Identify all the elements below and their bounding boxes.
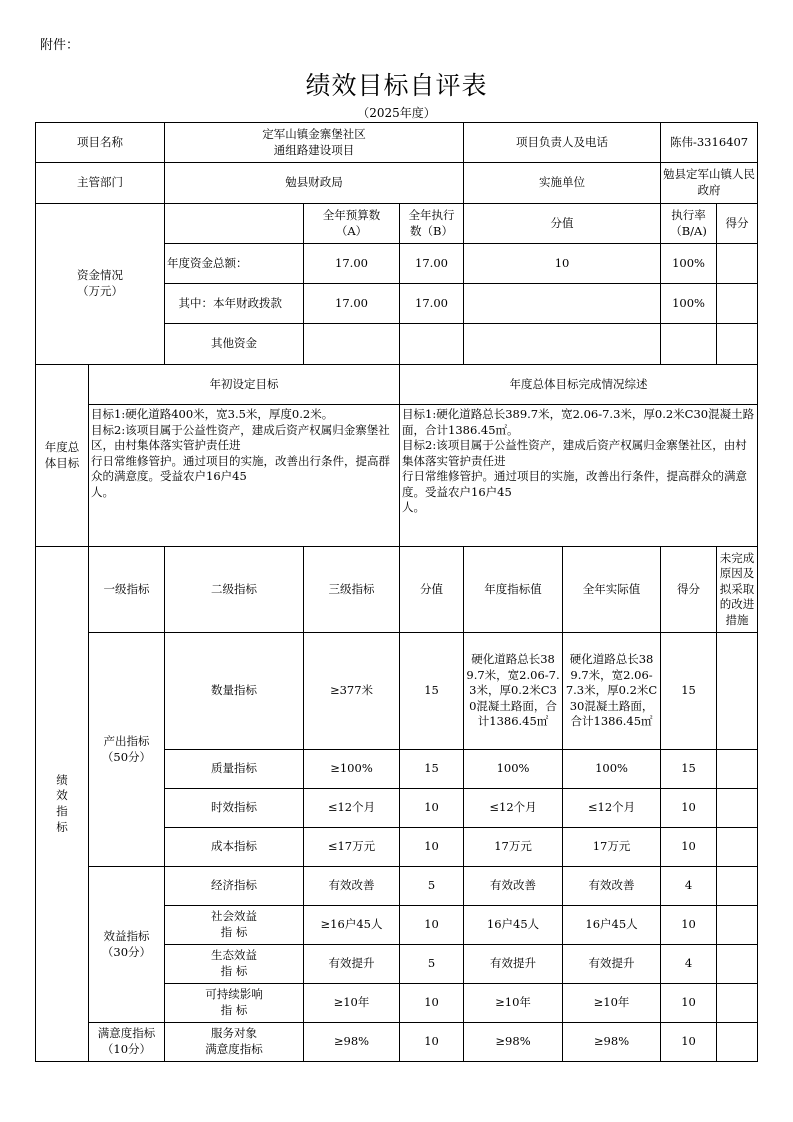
perf-level2: 质量指标: [165, 750, 304, 789]
project-row: [36, 123, 758, 163]
perf-annual: 16户45人: [464, 906, 563, 945]
perf-header-annual: 年度指标值: [464, 547, 563, 633]
perf-actual: 有效提升: [563, 945, 661, 984]
perf-level2: 服务对象 满意度指标: [165, 1023, 304, 1062]
goals-summary-header: 年度总体目标完成情况综述: [400, 365, 758, 405]
perf-score: 10: [661, 906, 717, 945]
impl-value: 勉县定军山镇人民政府: [661, 163, 758, 204]
funds-row-score: [717, 284, 758, 324]
funds-col-b: 全年执行 数（B）: [400, 204, 464, 244]
perf-annual: ≥10年: [464, 984, 563, 1023]
goals-text-row: [36, 405, 758, 547]
perf-score: 4: [661, 945, 717, 984]
perf-actual: ≥98%: [563, 1023, 661, 1062]
perf-value: 10: [400, 984, 464, 1023]
perf-actual: 100%: [563, 750, 661, 789]
funds-row-b: 17.00: [400, 244, 464, 284]
perf-level2: 成本指标: [165, 828, 304, 867]
perf-level3: ≤17万元: [304, 828, 400, 867]
perf-annual: 100%: [464, 750, 563, 789]
perf-annual: ≤12个月: [464, 789, 563, 828]
perf-score: 10: [661, 1023, 717, 1062]
funds-row-label: 其中：本年财政拨款: [165, 284, 304, 324]
funds-row-label: 年度资金总额：: [165, 244, 304, 284]
perf-actual: ≥10年: [563, 984, 661, 1023]
goals-summary-text: 目标1:硬化道路总长389.7米，宽2.06-7.3米，厚0.2米C30混凝土路面，合计1386.45㎡。 目标2:该项目属于公益性资产，建成后资产权属归金寨堡社区，由村集体落实管护责任进 行日常维修管护。通过项目的实施，改善出行条件，提高群众的满意度。受益农户16户45 人。: [400, 405, 758, 547]
perf-level2: 社会效益 指 标: [165, 906, 304, 945]
perf-row: [36, 1023, 758, 1062]
perf-reason: [717, 984, 758, 1023]
perf-reason: [717, 867, 758, 906]
funds-row-value: [464, 324, 661, 365]
funds-col-rate: 执行率 （B/A): [661, 204, 717, 244]
perf-header-level2: 二级指标: [165, 547, 304, 633]
goals-initial-text: 目标1:硬化道路400米，宽3.5米，厚度0.2米。 目标2:该项目属于公益性资产，建成后资产权属归金寨堡社区，由村集体落实管护责任进 行日常维修管护。通过项目的实施，改善出行条件，提高群众的满意度。受益农户16户45 人。: [89, 405, 400, 547]
perf-score: 4: [661, 867, 717, 906]
perf-header-score: 得分: [661, 547, 717, 633]
perf-score: 15: [661, 633, 717, 750]
perf-level3: ≥100%: [304, 750, 400, 789]
perf-group-benefit: 效益指标 （30分）: [89, 867, 165, 1023]
perf-header-reason: 未完成原因及拟采取的改进措施: [717, 547, 758, 633]
perf-header-level1: 一级指标: [89, 547, 165, 633]
perf-score: 10: [661, 984, 717, 1023]
perf-reason: [717, 906, 758, 945]
perf-label: 绩 效 指 标: [36, 547, 89, 1062]
funds-col-a: 全年预算数 （A）: [304, 204, 400, 244]
perf-row: [36, 633, 758, 750]
funds-row-b: 17.00: [400, 284, 464, 324]
dept-label: 主管部门: [36, 163, 165, 204]
funds-row-score: [717, 244, 758, 284]
perf-value: 15: [400, 750, 464, 789]
perf-annual: 有效改善: [464, 867, 563, 906]
funds-row-a: [304, 324, 400, 365]
perf-reason: [717, 789, 758, 828]
dept-value: 勉县财政局: [165, 163, 464, 204]
perf-level3: ≤12个月: [304, 789, 400, 828]
perf-actual: 有效改善: [563, 867, 661, 906]
funds-row-rate: [661, 324, 717, 365]
perf-reason: [717, 750, 758, 789]
perf-header-row: [36, 547, 758, 633]
perf-value: 10: [400, 1023, 464, 1062]
page-title: 绩效目标自评表: [305, 71, 488, 100]
funds-col-score: 得分: [717, 204, 758, 244]
perf-level3: 有效提升: [304, 945, 400, 984]
funds-header-row: [36, 204, 758, 244]
perf-level3: ≥16户45人: [304, 906, 400, 945]
perf-value: 10: [400, 906, 464, 945]
perf-annual: ≥98%: [464, 1023, 563, 1062]
perf-annual: 17万元: [464, 828, 563, 867]
perf-level2: 数量指标: [165, 633, 304, 750]
funds-row-a: 17.00: [304, 244, 400, 284]
perf-actual: 16户45人: [563, 906, 661, 945]
perf-annual: 硬化道路总长389.7米，宽2.06-7.3米，厚0.2米C30混凝土路面，合计1386.45㎡: [464, 633, 563, 750]
perf-value: 5: [400, 945, 464, 984]
perf-level3: ≥10年: [304, 984, 400, 1023]
perf-actual: 17万元: [563, 828, 661, 867]
perf-group-satisfaction: 满意度指标 （10分）: [89, 1023, 165, 1062]
funds-row-value: 10: [464, 244, 661, 284]
evaluation-table: [35, 122, 758, 1062]
perf-value: 5: [400, 867, 464, 906]
perf-header-level3: 三级指标: [304, 547, 400, 633]
perf-actual: 硬化道路总长389.7米，宽2.06-7.3米，厚0.2米C30混凝土路面，合计1386.45㎡: [563, 633, 661, 750]
perf-reason: [717, 828, 758, 867]
goals-label: 年度总 体目标: [36, 365, 89, 547]
project-leader-value: 陈伟-3316407: [661, 123, 758, 163]
perf-level2: 可持续影响 指 标: [165, 984, 304, 1023]
project-leader-label: 项目负责人及电话: [464, 123, 661, 163]
goals-header-row: [36, 365, 758, 405]
perf-level2: 时效指标: [165, 789, 304, 828]
perf-group-output: 产出指标 （50分）: [89, 633, 165, 867]
funds-label: 资金情况 （万元）: [36, 204, 165, 365]
perf-score: 10: [661, 789, 717, 828]
funds-row-label: 其他资金: [165, 324, 304, 365]
year-subtitle: （2025年度）: [357, 106, 436, 120]
funds-blank-header: [165, 204, 304, 244]
attachment-label: 附件：: [40, 38, 80, 53]
perf-value: 15: [400, 633, 464, 750]
funds-row-score: [717, 324, 758, 365]
perf-reason: [717, 1023, 758, 1062]
perf-actual: ≤12个月: [563, 789, 661, 828]
perf-score: 10: [661, 828, 717, 867]
perf-reason: [717, 633, 758, 750]
funds-row-value: [464, 284, 661, 324]
funds-row-b: [400, 324, 464, 365]
funds-row-rate: 100%: [661, 284, 717, 324]
funds-row-a: 17.00: [304, 284, 400, 324]
funds-row-rate: 100%: [661, 244, 717, 284]
perf-annual: 有效提升: [464, 945, 563, 984]
perf-score: 15: [661, 750, 717, 789]
perf-level2: 经济指标: [165, 867, 304, 906]
project-name-value: 定军山镇金寨堡社区 通组路建设项目: [165, 123, 464, 163]
perf-header-actual: 全年实际值: [563, 547, 661, 633]
perf-level3: 有效改善: [304, 867, 400, 906]
perf-value: 10: [400, 789, 464, 828]
perf-level3: ≥98%: [304, 1023, 400, 1062]
project-name-label: 项目名称: [36, 123, 165, 163]
perf-value: 10: [400, 828, 464, 867]
perf-level2: 生态效益 指 标: [165, 945, 304, 984]
perf-row: [36, 867, 758, 906]
funds-col-value: 分值: [464, 204, 661, 244]
goals-initial-header: 年初设定目标: [89, 365, 400, 405]
impl-label: 实施单位: [464, 163, 661, 204]
perf-reason: [717, 945, 758, 984]
perf-header-value: 分值: [400, 547, 464, 633]
perf-level3: ≥377米: [304, 633, 400, 750]
department-row: [36, 163, 758, 204]
